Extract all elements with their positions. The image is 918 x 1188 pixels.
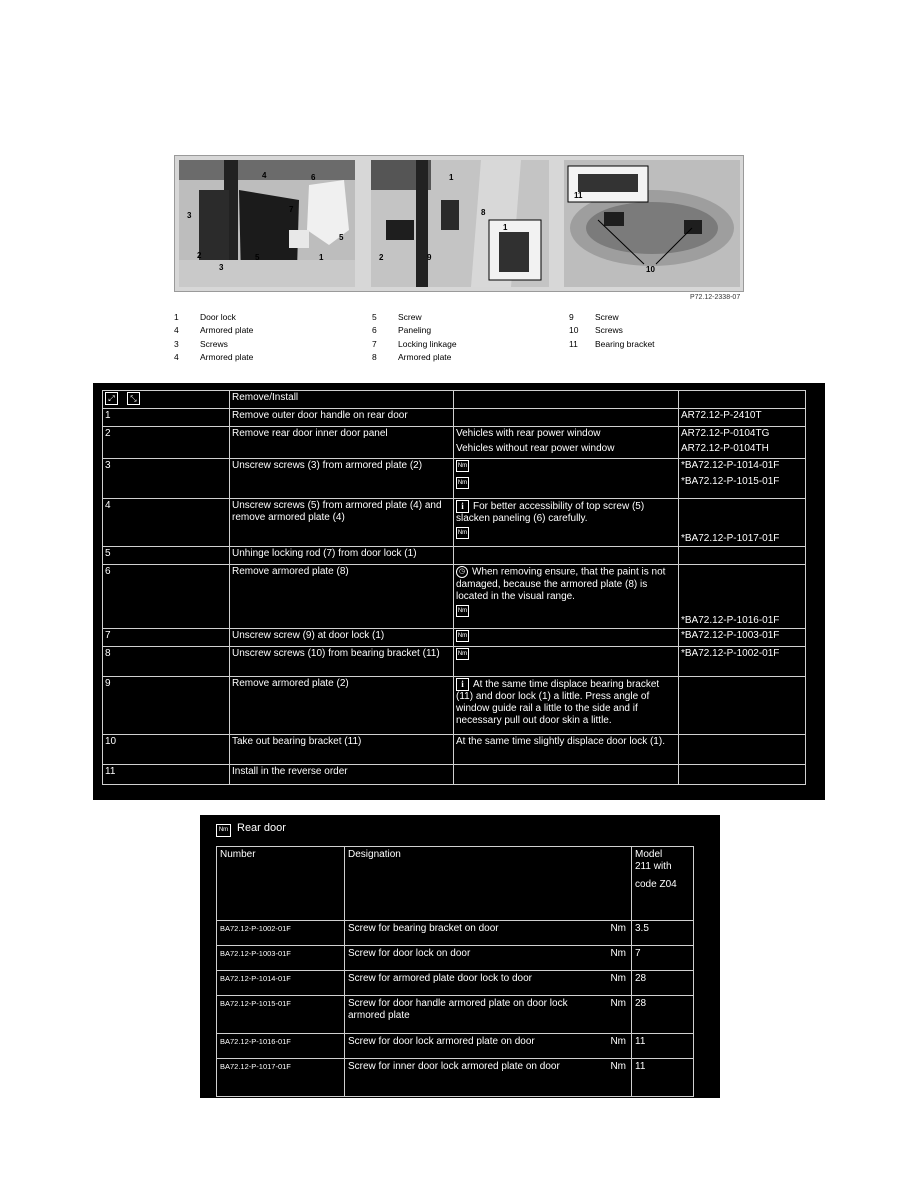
legend-column-3 bbox=[569, 311, 655, 351]
torque-table bbox=[216, 846, 694, 1097]
table-row: 4 Unscrew screws (5) from armored plate (4) and remove armored plate (4) i For better accessibility of top screw (5) slacken paneling (6) carefully. Nm *BA72.12-P-1017-01F bbox=[103, 499, 806, 547]
legend-item: 5 Screw bbox=[372, 312, 422, 322]
table-row: BA72.12-P-1014-01F Screw for armored plate door lock to door Nm 28 bbox=[217, 971, 694, 996]
collapse-icon[interactable]: ⤡ bbox=[127, 392, 140, 405]
table-row: 11 Install in the reverse order bbox=[103, 765, 806, 785]
caution-icon[interactable]: ◷ bbox=[456, 566, 468, 578]
torque-nm-icon[interactable]: Nm bbox=[456, 477, 469, 489]
reference-link[interactable]: *BA72.12-P-1017-01F bbox=[679, 499, 806, 547]
table-row: 7 Unscrew screw (9) at door lock (1) Nm *BA72.12-P-1003-01F bbox=[103, 629, 806, 647]
table-header-row bbox=[103, 391, 806, 409]
column-header-designation: Designation bbox=[345, 847, 632, 921]
info-icon[interactable]: i bbox=[456, 678, 469, 691]
column-header-model: Model 211 with code Z04 bbox=[632, 847, 694, 921]
reference-link[interactable]: *BA72.12-P-1016-01F bbox=[679, 565, 806, 629]
legend-item: 6 Paneling bbox=[372, 325, 432, 336]
figure-panel-door-lock bbox=[371, 160, 549, 287]
door-lock-figure bbox=[174, 155, 744, 292]
table-row: 1 Remove outer door handle on rear door AR72.12-P-2410T bbox=[103, 409, 806, 427]
legend-item: 1 Door lock bbox=[174, 312, 236, 322]
callout-5a: 5 bbox=[339, 233, 344, 242]
legend-column-1 bbox=[174, 311, 253, 364]
legend-item: 4 Armored plate bbox=[174, 325, 254, 336]
reference-link[interactable]: AR72.12-P-0104TG bbox=[681, 428, 770, 439]
callout-8: 8 bbox=[481, 208, 486, 217]
rear-door-torque-values bbox=[200, 815, 720, 1098]
column-header-number: Number bbox=[217, 847, 345, 921]
torque-nm-icon: Nm bbox=[216, 824, 231, 837]
table-row: 10 Take out bearing bracket (11) At the same time slightly displace door lock (1). bbox=[103, 735, 806, 765]
callout-2: 2 bbox=[379, 253, 384, 262]
torque-nm-icon[interactable]: Nm bbox=[456, 630, 469, 642]
reference-link[interactable]: AR72.12-P-2410T bbox=[679, 409, 806, 427]
reference-link[interactable]: *BA72.12-P-1002-01F bbox=[679, 647, 806, 677]
table-row: BA72.12-P-1016-01F Screw for door lock armored plate on door Nm 11 bbox=[217, 1034, 694, 1059]
table-row: BA72.12-P-1017-01F Screw for inner door lock armored plate on door Nm 11 bbox=[217, 1059, 694, 1097]
table-row: 2 Remove rear door inner door panel Vehicles with rear power window Vehicles without rear power window AR72.12-P-0104TG AR72.12-P-0104TH bbox=[103, 427, 806, 459]
door-lock-illustration bbox=[371, 160, 549, 287]
callout-1a: 1 bbox=[449, 173, 454, 182]
reference-link[interactable]: AR72.12-P-0104TH bbox=[681, 443, 769, 454]
callout-1: 1 bbox=[319, 253, 324, 262]
legend-item: 9 Screw bbox=[569, 312, 619, 322]
procedure-title: Remove/Install bbox=[230, 391, 454, 409]
info-icon[interactable]: i bbox=[456, 500, 469, 513]
callout-7: 7 bbox=[289, 205, 294, 214]
legend-item: 3 Screws bbox=[174, 338, 228, 349]
torque-nm-icon[interactable]: Nm bbox=[456, 648, 469, 660]
legend-column-2 bbox=[372, 311, 457, 364]
callout-11: 11 bbox=[574, 191, 583, 200]
figure-reference: P72.12-2338-07 bbox=[690, 294, 741, 301]
table-row: BA72.12-P-1015-01F Screw for door handle armored plate on door lock armored plate Nm 28 bbox=[217, 996, 694, 1034]
torque-nm-icon[interactable]: Nm bbox=[456, 527, 469, 539]
table-row: BA72.12-P-1003-01F Screw for door lock on door Nm 7 bbox=[217, 946, 694, 971]
callout-9: 9 bbox=[427, 253, 432, 262]
table-row: 9 Remove armored plate (2) i At the same time displace bearing bracket (11) and door lock (1) a little. Press angle of window guide rail a little to the side and if necessary pull out door skin a little. bbox=[103, 677, 806, 735]
expand-icon[interactable]: ⤢ bbox=[105, 392, 118, 405]
procedure-table bbox=[102, 390, 806, 785]
figure-panel-bearing-bracket bbox=[564, 160, 740, 287]
table-row: BA72.12-P-1002-01F Screw for bearing bracket on door Nm 3.5 bbox=[217, 921, 694, 946]
table-row: 6 Remove armored plate (8) ◷ When removing ensure, that the paint is not damaged, because the armored plate (8) is located in the visual range. Nm *BA72.12-P-1016-01F bbox=[103, 565, 806, 629]
reference-link[interactable]: *BA72.12-P-1003-01F bbox=[679, 629, 806, 647]
callout-10: 10 bbox=[646, 265, 655, 274]
torque-nm-icon[interactable]: Nm bbox=[456, 605, 469, 617]
reference-link[interactable]: *BA72.12-P-1015-01F bbox=[681, 476, 780, 487]
legend-item: 4 Armored plate bbox=[174, 351, 254, 362]
legend-item: 7 Locking linkage bbox=[372, 338, 457, 349]
reference-link[interactable]: *BA72.12-P-1014-01F bbox=[681, 460, 780, 471]
legend-item: 10 Screws bbox=[569, 325, 623, 336]
torque-title: Nm Rear door bbox=[216, 822, 286, 837]
callout-3a: 3 bbox=[187, 211, 192, 220]
figure-panel-armored-plate bbox=[179, 160, 355, 287]
callout-4: 4 bbox=[262, 171, 267, 180]
callout-1b: 1 bbox=[503, 223, 508, 232]
table-row: 3 Unscrew screws (3) from armored plate (2) Nm Nm *BA72.12-P-1014-01F *BA72.12-P-1015-01F bbox=[103, 459, 806, 499]
table-header-row bbox=[217, 847, 694, 921]
callout-6: 6 bbox=[311, 173, 316, 182]
legend-item: 11 Bearing bracket bbox=[569, 338, 655, 349]
callout-5b: 5 bbox=[255, 253, 260, 262]
torque-nm-icon[interactable]: Nm bbox=[456, 460, 469, 472]
armored-plate-illustration bbox=[179, 160, 355, 287]
callout-2: 2 bbox=[197, 251, 202, 260]
callout-3b: 3 bbox=[219, 263, 224, 272]
remove-install-procedure bbox=[93, 383, 825, 800]
legend-item: 8 Armored plate bbox=[372, 351, 452, 362]
table-row: 5 Unhinge locking rod (7) from door lock (1) bbox=[103, 547, 806, 565]
bearing-bracket-illustration bbox=[564, 160, 740, 287]
table-row: 8 Unscrew screws (10) from bearing bracket (11) Nm *BA72.12-P-1002-01F bbox=[103, 647, 806, 677]
